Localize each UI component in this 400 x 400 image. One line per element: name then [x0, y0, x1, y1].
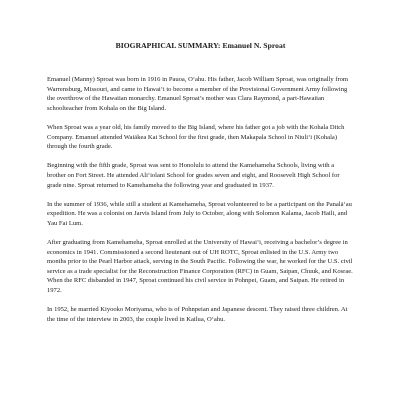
paragraph-family: In 1952, he married Kiyooko Moriyama, who is of Pohnpeian and Japanese descent. They raised three children. At the time of the interview in 2003, the couple lived in Kailua, O‘ahu. — [47, 306, 348, 323]
document-title: BIOGRAPHICAL SUMMARY: Emanuel N. Sproat — [115, 41, 286, 50]
paragraph-schooling: Beginning with the fifth grade, Sproat was sent to Honolulu to attend the Kamehameha Schools, living with a brother on Fort Street. He attended Ali‘iolani School for grades seven and eight, and Roosevelt High School for grade nine. Sproat returned to Kamehameha the following year and graduated in 1937. — [47, 162, 340, 189]
paragraph-expedition: In the summer of 1936, while still a student at Kamehameha, Sproat volunteered to be a participant on the Panalā‘au expedition. He was a colonist on Jarvis Island from July to October, along with Solomon Kalama, Jacob Haili, and Yau Fai Lum. — [47, 200, 352, 227]
paragraph-early-childhood: When Sproat was a year old, his family moved to the Big Island, where his father got a job with the Kohala Ditch Company. Emanuel attended Waiākea Kai School for the first grade, then Makapala School in Niuli‘i (Kohala) through the fourth grade. — [47, 123, 345, 151]
paragraph-birth: Emanuel (Manny) Sproat was born in 1916 in Pauoa, O‘ahu. His father, Jacob William Sproat, was originally from Warrensburg, Missouri, and came to Hawai‘i to become a member of the Provisional Government Army following the overthrow of the Hawaiian monarchy. Emanuel Sproat’s mother was Clara Raymond, a part-Hawaiian schoolteacher from Kohala on the Big Island. — [47, 76, 348, 112]
paragraph-career: After graduating from Kamehameha, Sproat enrolled at the University of Hawai‘i, receiving a bachelor’s degree in economics in 1941. Commissioned a second lieutenant out of UH ROTC, Sproat enlisted in the U.S. Army two months prior to the Pearl Harbor attack, serving in the South Pacific. Following the war, he worked for the U.S. civil service as a trade specialist for the Reconstruction Finance Corporation (RFC) in Guam, Saipan, Chuuk, and Kosrae. When the RFC disbanded in 1947, Sproat continued his civil service in Pohnpei, Guam, and Saipan. He retired in 1972. — [47, 239, 353, 295]
